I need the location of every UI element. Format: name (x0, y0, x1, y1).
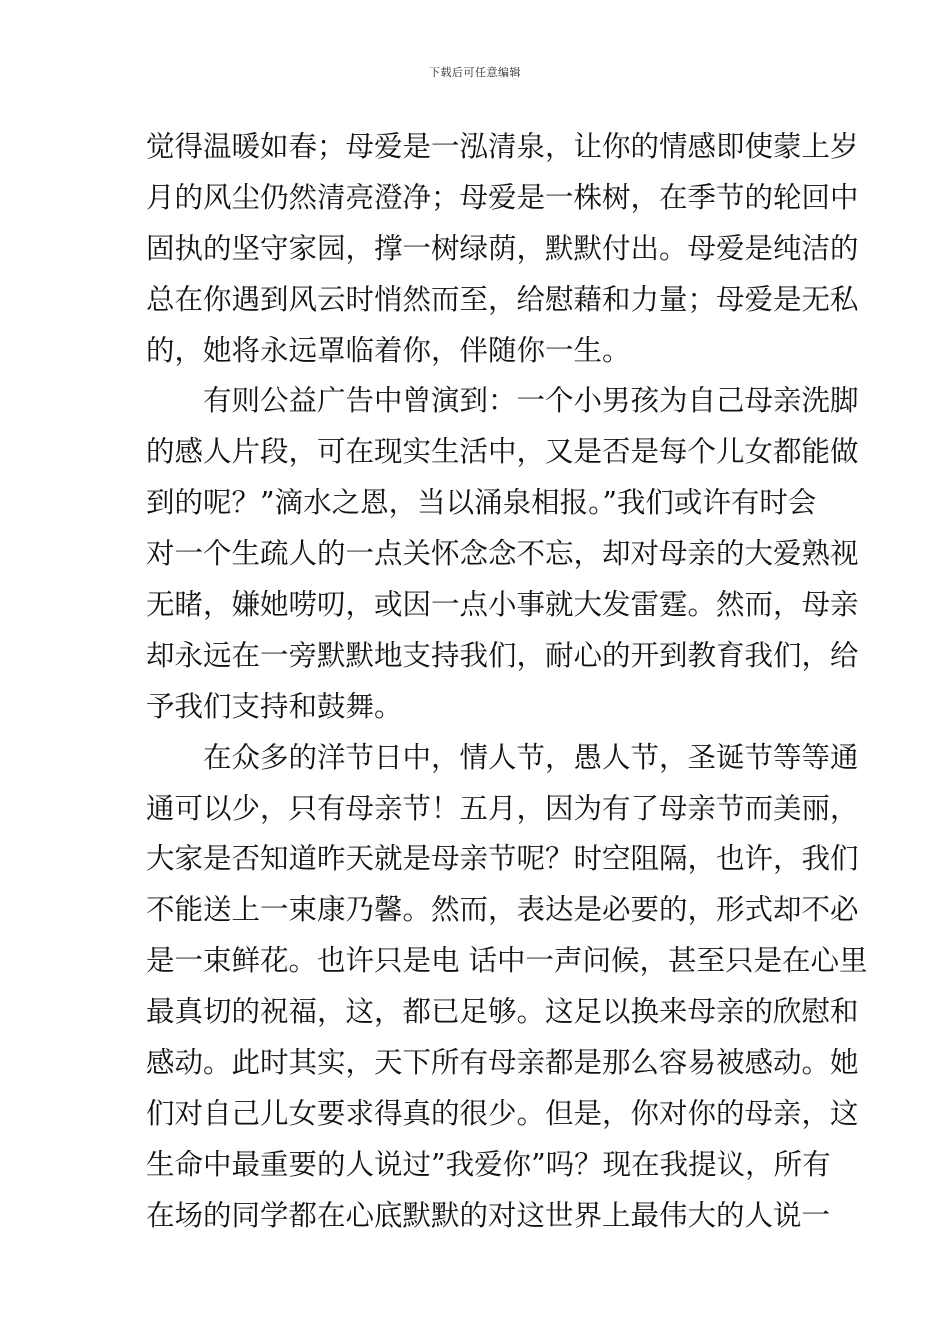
text-line: 大家是否知道昨天就是母亲节呢？时空阻隔，也许，我们 (146, 842, 859, 876)
text-line: 却永远在一旁默默地支持我们，耐心的开到教育我们，给 (146, 638, 859, 672)
text-line: 的，她将永远罩临着你，伴随你一生。 (146, 333, 631, 367)
text-line: 予我们支持和鼓舞。 (146, 689, 403, 723)
text-line: 们对自己儿女要求得真的很少。但是，你对你的母亲，这 (146, 1096, 859, 1130)
body-text (146, 122, 868, 1242)
text-line: 固执的坚守家园，撑一树绿荫，默默付出。母爱是纯洁的 (146, 231, 859, 265)
text-line: 的感人片段，可在现实生活中，又是否是每个儿女都能做 (146, 435, 859, 469)
text-line: 总在你遇到风云时悄然而至，给慰藉和力量；母爱是无私 (146, 282, 859, 316)
page-header: 下载后可任意编辑 (429, 66, 521, 79)
text-line: 最真切的祝福，这，都已足够。这足以换来母亲的欣慰和 (146, 995, 859, 1029)
text-line: 在众多的洋节日中，情人节，愚人节，圣诞节等等通 (146, 740, 859, 774)
text-line: 月的风尘仍然清亮澄净；母爱是一株树，在季节的轮回中 (146, 180, 859, 214)
text-line: 有则公益广告中曾演到：一个小男孩为自己母亲洗脚 (146, 384, 859, 418)
text-line: 到的呢？”滴水之恩，当以涌泉相报。”我们或许有时会 (146, 486, 817, 520)
text-line: 无睹，嫌她唠叨，或因一点小事就大发雷霆。然而，母亲 (146, 588, 859, 622)
text-line: 觉得温暖如春；母爱是一泓清泉，让你的情感即使蒙上岁 (146, 130, 859, 163)
text-line: 在场的同学都在心底默默的对这世界上最伟大的人说一 (146, 1198, 831, 1232)
text-line: 生命中最重要的人说过”我爱你”吗？现在我提议，所有 (146, 1147, 831, 1181)
text-line: 感动。此时其实，天下所有母亲都是那么容易被感动。她 (146, 1046, 859, 1080)
text-line: 是一束鲜花。也许只是电 话中一声问候，甚至只是在心里 (146, 944, 868, 978)
text-line: 对一个生疏人的一点关怀念念不忘，却对母亲的大爱熟视 (146, 537, 859, 571)
text-line: 通可以少，只有母亲节！五月，因为有了母亲节而美丽， (146, 791, 859, 825)
text-line: 不能送上一束康乃馨。然而，表达是必要的，形式却不必 (146, 893, 859, 927)
